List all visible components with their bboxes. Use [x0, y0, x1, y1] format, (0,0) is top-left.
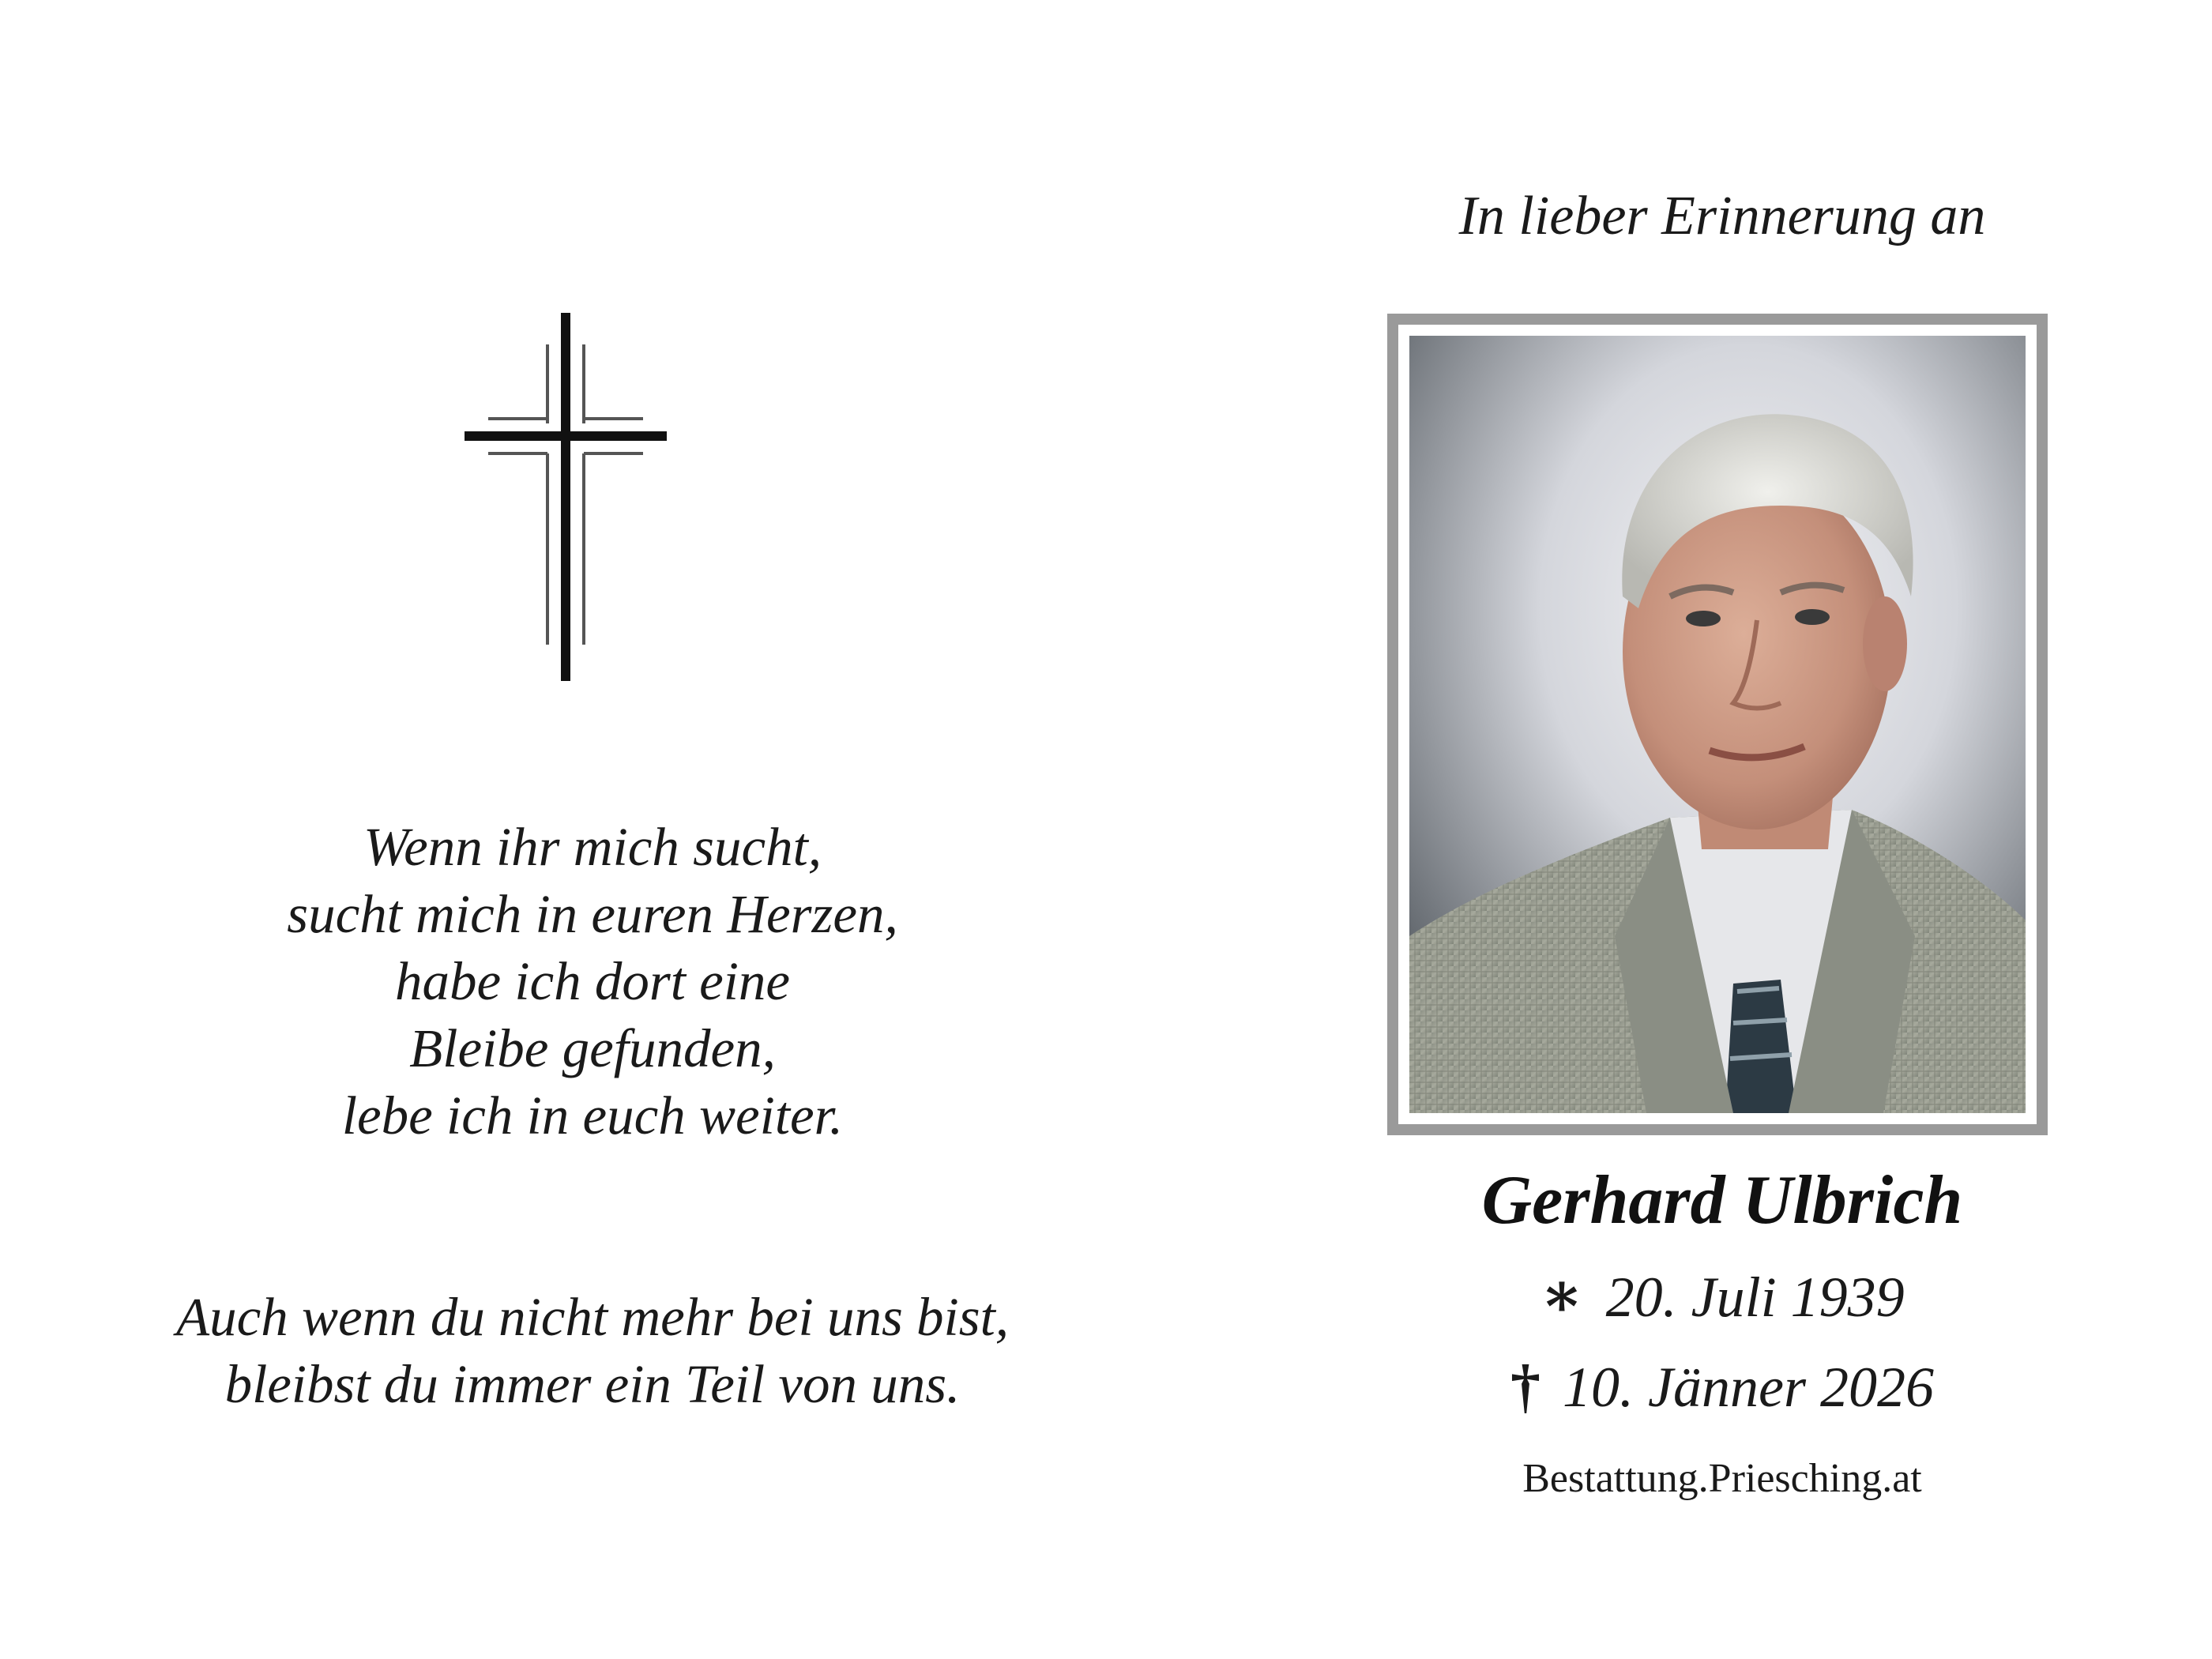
birth-date-row: [1311, 1262, 2133, 1331]
poem-stanza-2: [0, 1284, 1185, 1418]
death-cross-icon: †: [1510, 1353, 1541, 1420]
funeral-home-website: Bestattung.Priesching.at: [1522, 1456, 1922, 1501]
poem-line: Wenn ihr mich sucht,: [363, 817, 822, 877]
deceased-name: Gerhard Ulbrich: [1481, 1162, 1963, 1239]
death-date: 10. Jänner 2026: [1563, 1356, 1934, 1419]
birth-star-icon: ∗: [1540, 1261, 1584, 1330]
poem-line: habe ich dort eine: [394, 951, 791, 1011]
birth-date: 20. Juli 1939: [1605, 1266, 1905, 1329]
cross-icon: [465, 313, 667, 681]
portrait-mat: [1398, 325, 2037, 1124]
portrait-frame: [1387, 314, 2048, 1135]
poem-line: Bleibe gefunden,: [409, 1018, 776, 1078]
poem-line: sucht mich in euren Herzen,: [287, 884, 898, 944]
intro-text: In lieber Erinnerung an: [1458, 186, 1986, 246]
poem-stanza-1: [0, 814, 1185, 1149]
portrait-photo: [1409, 336, 2026, 1113]
poem-line: bleibst du immer ein Teil von uns.: [224, 1354, 961, 1414]
poem-line: lebe ich in euch weiter.: [341, 1085, 844, 1146]
poem-line: Auch wenn du nicht mehr bei uns bist,: [175, 1287, 1010, 1347]
death-date-row: [1311, 1352, 2133, 1421]
